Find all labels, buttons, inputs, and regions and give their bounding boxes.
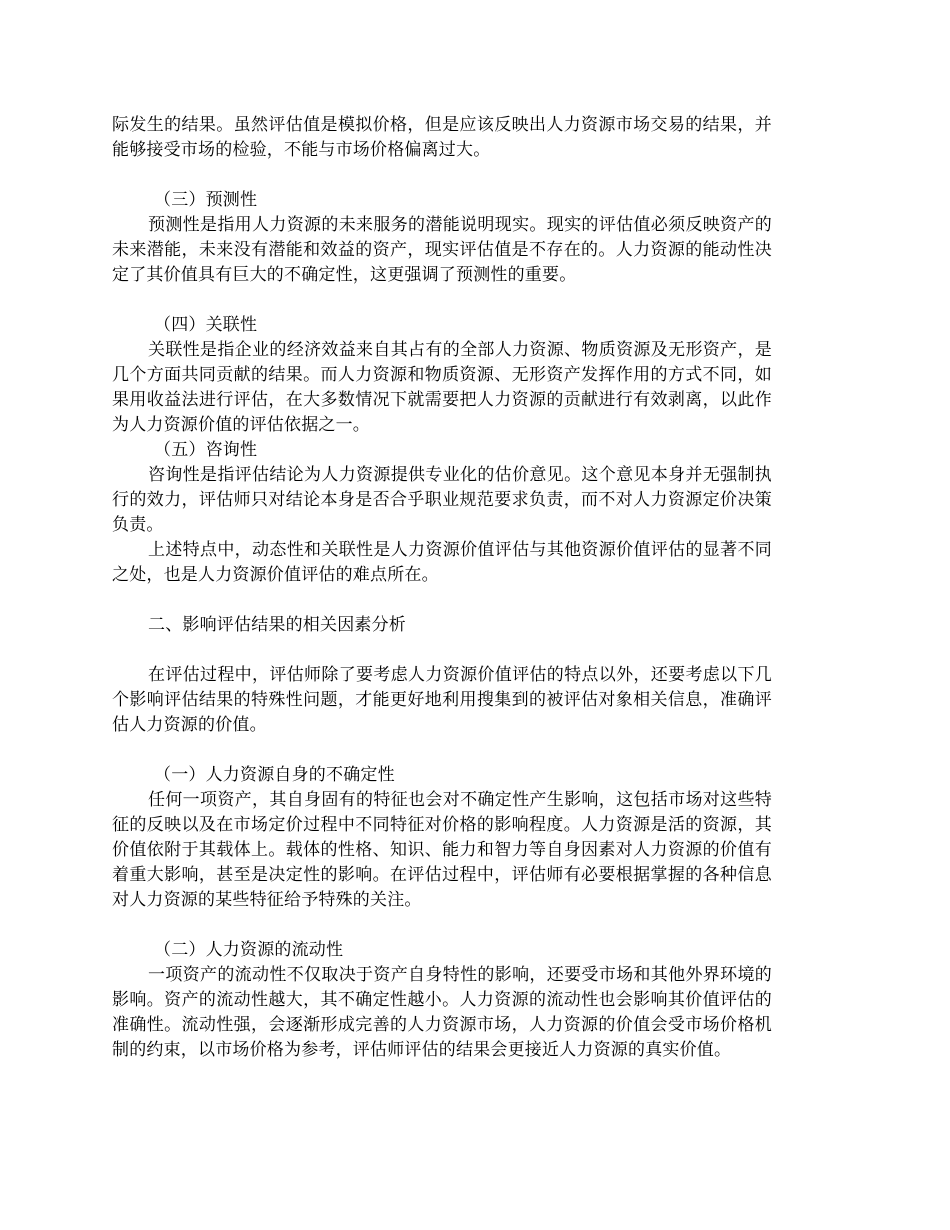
paragraph-advisory: 咨询性是指评估结论为人力资源提供专业化的估价意见。这个意见本身并无强制执行的效力，评估师只对结论本身是否合乎职业规范要求负责，而不对人力资源定价决策负责。 bbox=[112, 465, 772, 535]
paragraph-predictive: 预测性是指用人力资源的未来服务的潜能说明现实。现实的评估值必须反映资产的未来潜能，未来没有潜能和效益的资产，现实评估值是不存在的。人力资源的能动性决定了其价值具有巨大的不确定性，这更强调了预测性的重要。 bbox=[112, 215, 772, 285]
paragraph-relevance: 关联性是指企业的经济效益来自其占有的全部人力资源、物质资源及无形资产，是几个方面共同贡献的结果。而人力资源和物质资源、无形资产发挥作用的方式不同，如果用收益法进行评估，在大多数情况下就需要把人力资源的贡献进行有效剥离，以此作为人力资源价值的评估依据之一。 bbox=[112, 340, 772, 435]
heading-relevance: （四）关联性 bbox=[154, 315, 258, 335]
paragraph-gap bbox=[112, 588, 772, 613]
paragraph-gap bbox=[112, 638, 772, 663]
heading-liquidity: （二）人力资源的流动性 bbox=[154, 940, 344, 960]
paragraph-gap bbox=[112, 288, 772, 313]
paragraph-gap bbox=[112, 163, 772, 188]
heading-section-2: 二、影响评估结果的相关因素分析 bbox=[148, 615, 406, 635]
heading-predictive: （三）预测性 bbox=[154, 190, 258, 210]
heading-advisory: （五）咨询性 bbox=[154, 440, 258, 460]
paragraph-gap bbox=[112, 913, 772, 938]
paragraph-liquidity: 一项资产的流动性不仅取决于资产自身特性的影响，还要受市场和其他外界环境的影响。资产的流动性越大，其不确定性越小。人力资源的流动性也会影响其价值评估的准确性。流动性强，会逐渐形成完善的人力资源市场，人力资源的价值会受市场价格机制的约束，以市场价格为参考，评估师评估的结果会更接近人力资源的真实价值。 bbox=[112, 965, 772, 1060]
paragraph-summary: 上述特点中，动态性和关联性是人力资源价值评估与其他资源价值评估的显著不同之处，也是人力资源价值评估的难点所在。 bbox=[112, 540, 772, 585]
paragraph-gap bbox=[112, 738, 772, 763]
document-body bbox=[112, 113, 772, 1063]
paragraph-uncertainty: 任何一项资产，其自身固有的特征也会对不确定性产生影响，这包括市场对这些特征的反映以及在市场定价过程中不同特征对价格的影响程度。人力资源是活的资源，其价值依附于其载体上。载体的性格、知识、能力和智力等自身因素对人力资源的价值有着重大影响，甚至是决定性的影响。在评估过程中，评估师有必要根据掌握的各种信息对人力资源的某些特征给予特殊的关注。 bbox=[112, 790, 772, 910]
paragraph-intro-continuation: 际发生的结果。虽然评估值是模拟价格，但是应该反映出人力资源市场交易的结果，并能够接受市场的检验，不能与市场价格偏离过大。 bbox=[112, 115, 772, 160]
paragraph-section-2-intro: 在评估过程中，评估师除了要考虑人力资源价值评估的特点以外，还要考虑以下几个影响评估结果的特殊性问题，才能更好地利用搜集到的被评估对象相关信息，准确评估人力资源的价值。 bbox=[112, 665, 772, 735]
heading-uncertainty: （一）人力资源自身的不确定性 bbox=[154, 765, 395, 785]
